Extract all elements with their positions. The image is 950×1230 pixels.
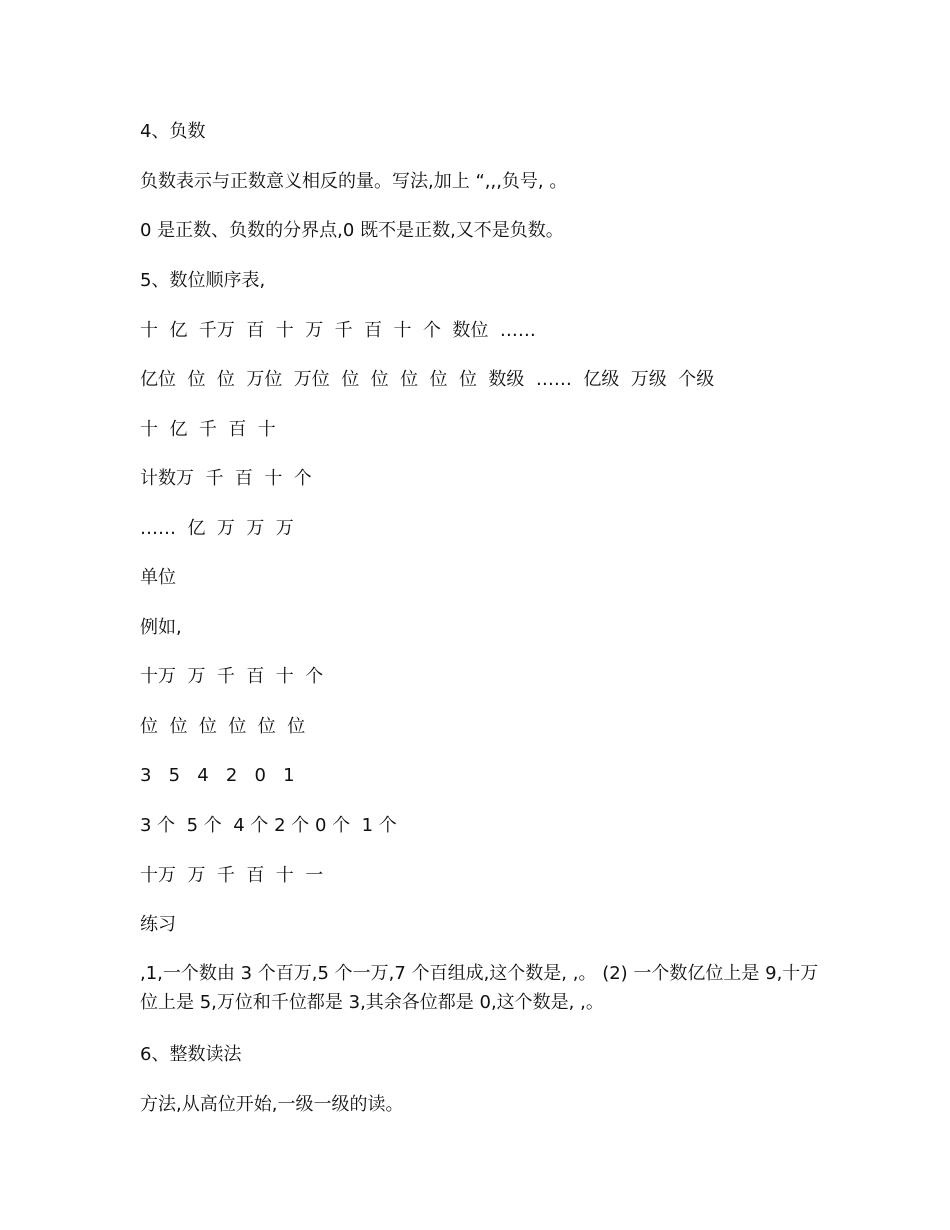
place-value-row: 十 亿 千 百 十: [140, 419, 276, 440]
text-line: 例如,: [140, 617, 182, 638]
example-row: 3 个 5 个 4 个 2 个 0 个 1 个: [140, 815, 397, 836]
place-value-row: 计数万 千 百 十 个: [140, 468, 312, 489]
text-line: 方法,从高位开始,一级一级的读。: [140, 1094, 404, 1115]
exercise-paragraph: ,1,一个数由 3 个百万,5 个一万,7 个百组成,这个数是, ,。 (2) 一个数亿位上是 9,十万位上是 5,万位和千位都是 3,其余各位都是 0,这个数是, ,。: [140, 963, 819, 1013]
place-value-row: 十 亿 千万 百 十 万 千 百 十 个 数位 ……: [140, 320, 536, 341]
place-value-row: …… 亿 万 万 万: [140, 518, 294, 539]
text-line: 负数表示与正数意义相反的量。写法,加上 “,,,负号, 。: [140, 171, 568, 192]
section-heading-reading-integers: 6、整数读法: [140, 1044, 242, 1065]
example-row: 3 5 4 2 0 1: [140, 765, 295, 786]
section-heading-place-value-table: 5、数位顺序表,: [140, 270, 266, 291]
example-row: 十万 万 千 百 十 个: [140, 666, 324, 687]
place-value-row: 亿位 位 位 万位 万位 位 位 位 位 位 数级 …… 亿级 万级 个级: [140, 369, 715, 390]
section-heading-exercise: 练习: [140, 914, 176, 935]
text-line: 0 是正数、负数的分界点,0 既不是正数,又不是负数。: [140, 220, 564, 241]
example-row: 十万 万 千 百 十 一: [140, 865, 324, 886]
place-value-row: 单位: [140, 567, 176, 588]
example-row: 位 位 位 位 位 位: [140, 716, 306, 737]
section-heading-negative-numbers: 4、负数: [140, 121, 206, 142]
